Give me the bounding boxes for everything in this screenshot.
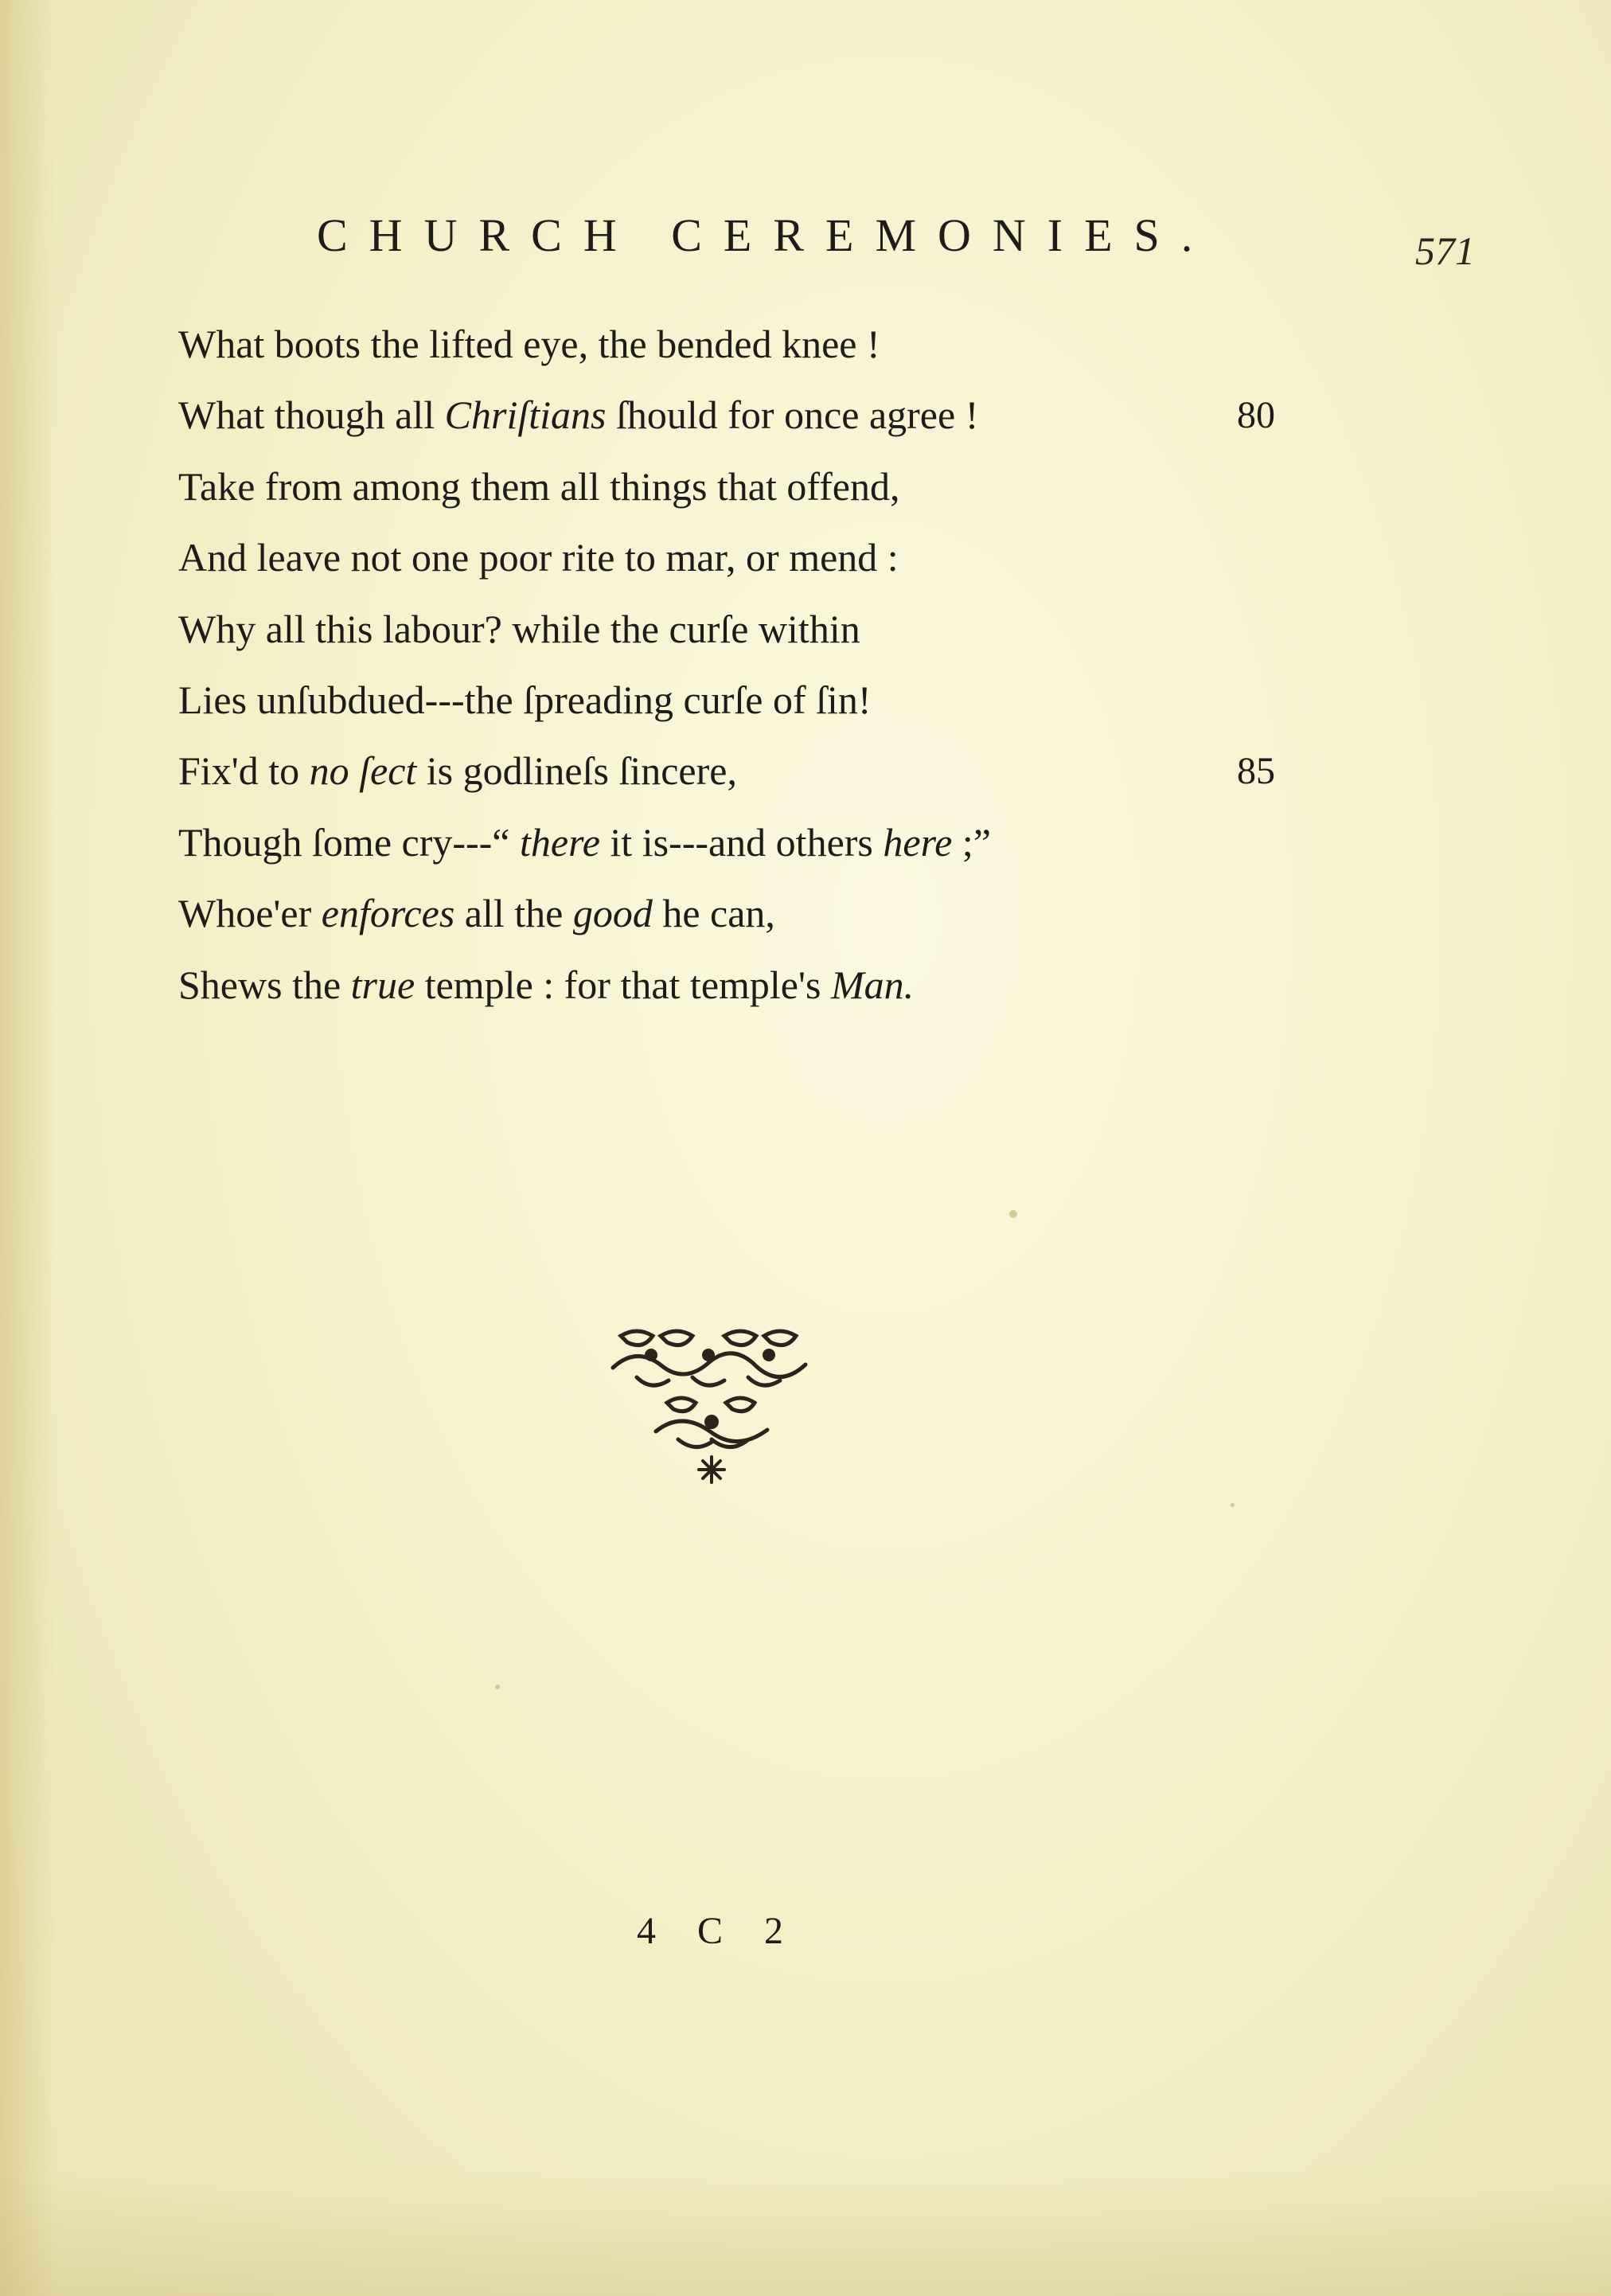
verse-italic-segment: Man. (830, 962, 915, 1007)
page-edge-shadow (0, 0, 56, 2296)
fleuron-tailpiece-icon (605, 1320, 820, 1487)
verse-line (178, 594, 1309, 665)
verse-segment: Why all this labour? while the curſe within (178, 606, 860, 651)
verse-segment: it is---and others (599, 819, 884, 865)
paper-speck (495, 1685, 500, 1689)
verse-italic-segment: no ſect (309, 748, 417, 794)
verse-segment: Lies unſubdued---the ſpreading curſe of ſin! (178, 677, 872, 722)
verse-italic-segment: true (350, 962, 415, 1007)
verse-italic-segment: good (572, 891, 653, 936)
line-number: 85 (1237, 750, 1275, 793)
verse-line (178, 380, 1309, 451)
verse-segment: Take from among them all things that offend, (178, 463, 900, 509)
verse-line (178, 807, 1309, 878)
verse-segment: temple : for that temple's (415, 962, 831, 1007)
verse-segment: ſhould for once agree ! (606, 392, 979, 438)
verse-segment: Whoe'er (178, 891, 322, 936)
verse-segment: ;” (952, 819, 991, 865)
verse-italic-segment: Chriſtians (444, 392, 607, 438)
verse-segment: Fix'd to (178, 748, 310, 794)
page-foot-shadow (0, 2169, 1611, 2296)
verse-segment: he can, (652, 891, 775, 936)
verse-segment: And leave not one poor rite to mar, or mend : (178, 535, 899, 580)
verse-line (178, 522, 1309, 593)
verse-line (178, 451, 1309, 522)
page-number: 571 (1415, 228, 1475, 273)
verse-segment: What boots the lifted eye, the bended knee ! (178, 322, 880, 366)
verse-line (178, 736, 1309, 806)
verse-line (178, 665, 1309, 736)
verse-italic-segment: there (520, 819, 600, 865)
verse-segment: is godlineſs ſincere, (416, 748, 737, 794)
verse-italic-segment: here (883, 819, 953, 865)
verse-segment: Shews the (178, 962, 351, 1007)
paper-speck (1231, 1503, 1235, 1507)
verse-segment: all the (454, 891, 573, 936)
line-number: 80 (1237, 394, 1275, 437)
verse-line (178, 950, 1309, 1021)
poem-text (178, 309, 1309, 1021)
paper-speck (1009, 1210, 1017, 1218)
signature-mark: 4 C 2 (637, 1910, 800, 1952)
verse-italic-segment: enforces (321, 891, 455, 936)
verse-segment: What though all (178, 392, 445, 438)
running-title: CHURCH CEREMONIES. (317, 209, 1215, 261)
verse-segment: Though ſome cry---“ (178, 819, 521, 865)
verse-line (178, 878, 1309, 949)
verse-line (178, 309, 1309, 380)
